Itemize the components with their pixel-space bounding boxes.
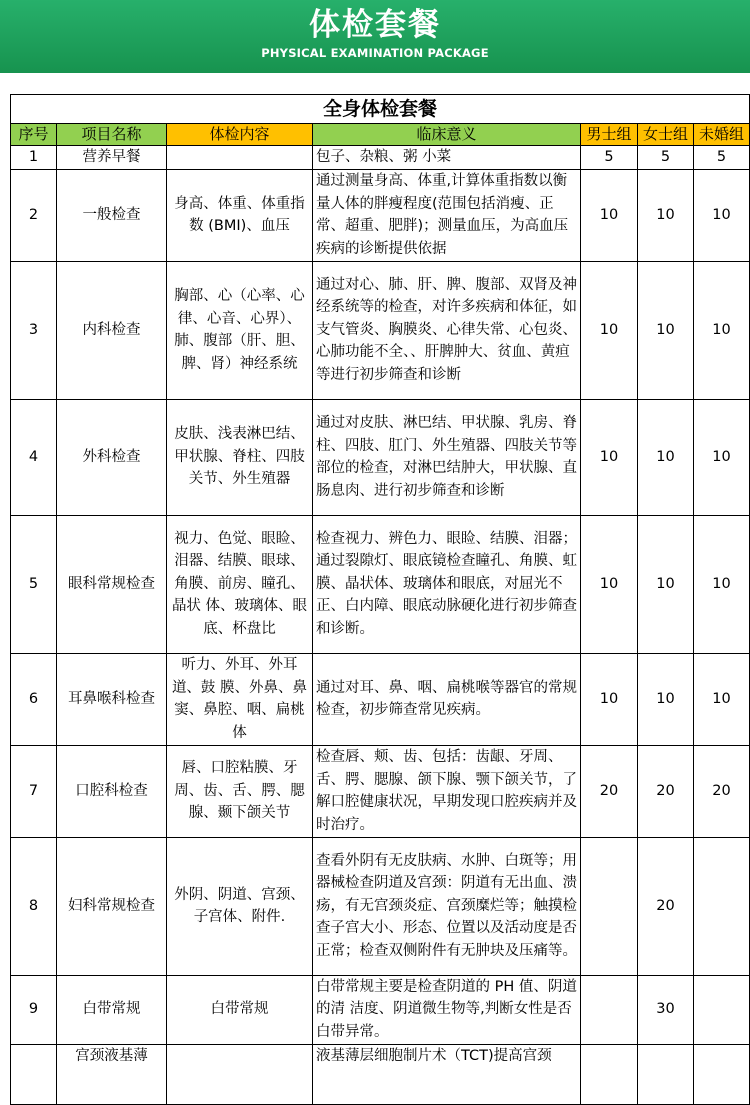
cell-female: 20 bbox=[638, 745, 694, 837]
banner-subtitle: PHYSICAL EXAMINATION PACKAGE bbox=[261, 46, 489, 60]
cell-no: 6 bbox=[11, 653, 57, 745]
cell-meaning: 通过测量身高、体重,计算体重指数以衡量人体的胖瘦程度(范围包括消瘦、正常、超重、肥胖)；测量血压，为高血压疾病的诊断提供依据 bbox=[313, 169, 581, 261]
header-female: 女士组 bbox=[638, 124, 694, 146]
cell-female: 10 bbox=[638, 399, 694, 515]
cell-male bbox=[581, 975, 638, 1044]
cell-meaning: 通过对耳、鼻、咽、扁桃喉等器官的常规检查，初步筛查常见疾病。 bbox=[313, 653, 581, 745]
header-name: 项目名称 bbox=[57, 124, 167, 146]
cell-content: 皮肤、浅表淋巴结、甲状腺、脊柱、四肢关节、外生殖器 bbox=[167, 399, 313, 515]
cell-married bbox=[694, 975, 750, 1044]
cell-male: 10 bbox=[581, 169, 638, 261]
cell-name: 营养早餐 bbox=[57, 146, 167, 170]
cell-meaning: 白带常规主要是检查阴道的 PH 值、阴道的清 洁度、阴道微生物等,判断女性是否白带异常。 bbox=[313, 975, 581, 1044]
cell-no: 4 bbox=[11, 399, 57, 515]
cell-meaning: 液基薄层细胞制片术（TCT)提高宫颈 bbox=[313, 1044, 581, 1104]
cell-name: 耳鼻喉科检查 bbox=[57, 653, 167, 745]
cell-content: 视力、色觉、眼睑、泪器、结膜、眼球、角膜、前房、瞳孔、晶状 体、玻璃体、眼底、杯盘比 bbox=[167, 515, 313, 653]
cell-meaning: 包子、杂粮、粥 小菜 bbox=[313, 146, 581, 170]
table-header-row bbox=[11, 124, 750, 146]
table-row bbox=[11, 745, 750, 837]
cell-married: 20 bbox=[694, 745, 750, 837]
cell-content: 白带常规 bbox=[167, 975, 313, 1044]
table-row bbox=[11, 146, 750, 170]
table-row bbox=[11, 261, 750, 399]
header-banner bbox=[0, 0, 750, 73]
cell-male: 5 bbox=[581, 146, 638, 170]
cell-no: 8 bbox=[11, 837, 57, 975]
cell-married bbox=[694, 837, 750, 975]
cell-meaning: 通过对皮肤、淋巴结、甲状腺、乳房、脊柱、四肢、肛门、外生殖器、四肢关节等部位的检查，对淋巴结肿大，甲状腺、直肠息肉、进行初步筛查和诊断 bbox=[313, 399, 581, 515]
cell-name: 内科检查 bbox=[57, 261, 167, 399]
cell-married: 10 bbox=[694, 261, 750, 399]
cell-name: 妇科常规检查 bbox=[57, 837, 167, 975]
cell-content: 听力、外耳、外耳道、鼓 膜、外鼻、鼻窦、鼻腔、咽、扁桃体 bbox=[167, 653, 313, 745]
cell-married: 10 bbox=[694, 653, 750, 745]
cell-name: 一般检查 bbox=[57, 169, 167, 261]
cell-content: 唇、口腔粘膜、牙周、齿、舌、腭、腮腺、颞下颌关节 bbox=[167, 745, 313, 837]
table-row bbox=[11, 975, 750, 1044]
cell-male bbox=[581, 1044, 638, 1104]
cell-married: 5 bbox=[694, 146, 750, 170]
cell-content: 身高、体重、体重指数 (BMI)、血压 bbox=[167, 169, 313, 261]
cell-male: 20 bbox=[581, 745, 638, 837]
cell-no: 1 bbox=[11, 146, 57, 170]
header-meaning: 临床意义 bbox=[313, 124, 581, 146]
cell-no bbox=[11, 1044, 57, 1104]
cell-married: 10 bbox=[694, 515, 750, 653]
cell-no: 9 bbox=[11, 975, 57, 1044]
cell-male bbox=[581, 837, 638, 975]
cell-female: 5 bbox=[638, 146, 694, 170]
cell-content bbox=[167, 1044, 313, 1104]
cell-female bbox=[638, 1044, 694, 1104]
table-row bbox=[11, 653, 750, 745]
package-table bbox=[10, 94, 750, 1105]
cell-female: 30 bbox=[638, 975, 694, 1044]
cell-male: 10 bbox=[581, 261, 638, 399]
cell-married: 10 bbox=[694, 399, 750, 515]
cell-no: 2 bbox=[11, 169, 57, 261]
banner-title: 体检套餐 bbox=[309, 7, 441, 43]
cell-no: 3 bbox=[11, 261, 57, 399]
cell-content bbox=[167, 146, 313, 170]
cell-no: 7 bbox=[11, 745, 57, 837]
table-row bbox=[11, 1044, 750, 1104]
cell-female: 10 bbox=[638, 653, 694, 745]
cell-female: 20 bbox=[638, 837, 694, 975]
cell-female: 10 bbox=[638, 261, 694, 399]
cell-married: 10 bbox=[694, 169, 750, 261]
cell-married bbox=[694, 1044, 750, 1104]
header-male: 男士组 bbox=[581, 124, 638, 146]
cell-name: 白带常规 bbox=[57, 975, 167, 1044]
header-married: 未婚组 bbox=[694, 124, 750, 146]
table-row bbox=[11, 399, 750, 515]
cell-meaning: 检查唇、颊、齿、包括：齿龈、牙周、舌、腭、腮腺、颌下腺、颚下颌关节，了解口腔健康状况，早期发现口腔疾病并及时治疗。 bbox=[313, 745, 581, 837]
table-caption: 全身体检套餐 bbox=[11, 95, 750, 124]
table-row bbox=[11, 169, 750, 261]
table-row bbox=[11, 515, 750, 653]
cell-meaning: 通过对心、肺、肝、脾、腹部、双肾及神经系统等的检查，对许多疾病和体征，如支气管炎、胸膜炎、心律失常、心包炎、心肺功能不全、、肝脾肿大、贫血、黄疸等进行初步筛查和诊断 bbox=[313, 261, 581, 399]
cell-name: 口腔科检查 bbox=[57, 745, 167, 837]
header-content: 体检内容 bbox=[167, 124, 313, 146]
header-no: 序号 bbox=[11, 124, 57, 146]
cell-name: 眼科常规检查 bbox=[57, 515, 167, 653]
cell-male: 10 bbox=[581, 653, 638, 745]
cell-female: 10 bbox=[638, 515, 694, 653]
cell-male: 10 bbox=[581, 399, 638, 515]
cell-male: 10 bbox=[581, 515, 638, 653]
cell-female: 10 bbox=[638, 169, 694, 261]
cell-content: 外阴、阴道、宫颈、子宫体、附件. bbox=[167, 837, 313, 975]
cell-name: 外科检查 bbox=[57, 399, 167, 515]
cell-no: 5 bbox=[11, 515, 57, 653]
cell-meaning: 查看外阴有无皮肤病、水肿、白斑等；用器械检查阴道及宫颈：阴道有无出血、溃疡，有无宫颈炎症、宫颈糜烂等；触摸检查子宫大小、形态、位置以及活动度是否正常；检查双侧附件有无肿块及压痛等。 bbox=[313, 837, 581, 975]
cell-name: 宫颈液基薄 bbox=[57, 1044, 167, 1104]
cell-content: 胸部、心（心率、心律、心音、心界）、肺、腹部（肝、胆、脾、肾）神经系统 bbox=[167, 261, 313, 399]
table-row bbox=[11, 837, 750, 975]
cell-meaning: 检查视力、辨色力、眼睑、结膜、泪器；通过裂隙灯、眼底镜检查瞳孔、角膜、虹膜、晶状体、玻璃体和眼底，对屈光不正、白内障、眼底动脉硬化进行初步筛查和诊断。 bbox=[313, 515, 581, 653]
